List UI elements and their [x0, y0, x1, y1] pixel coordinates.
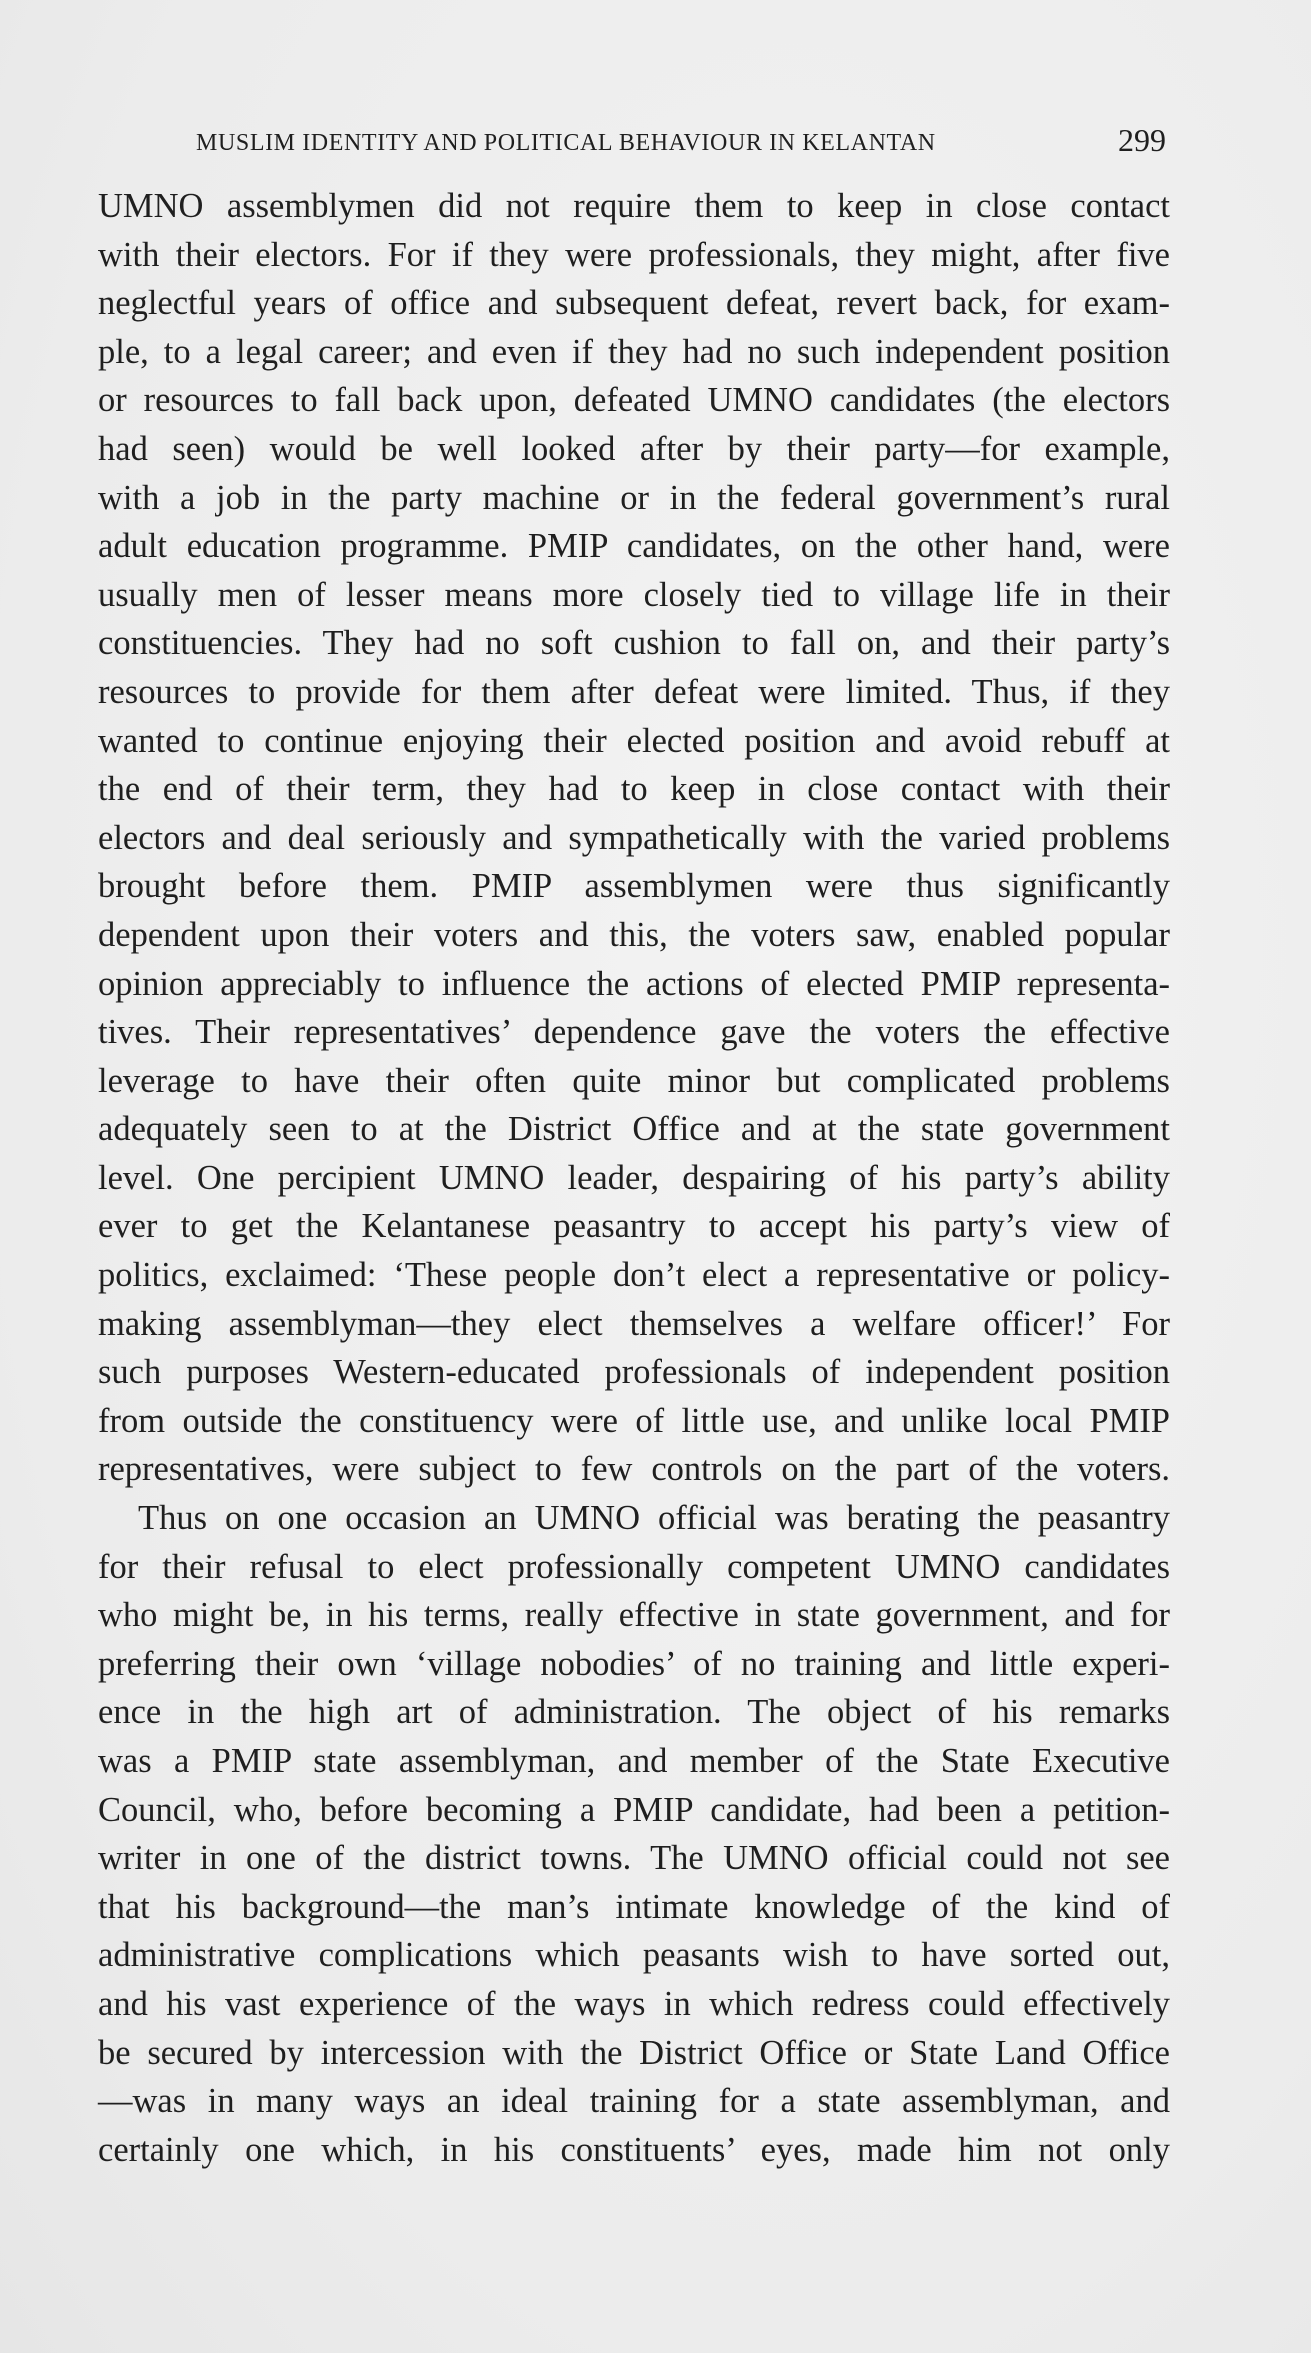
text-line: level. One percipient UMNO leader, despairing of his party’s ability — [98, 1158, 1170, 1197]
text-line: such purposes Western-educated professionals of independent position — [98, 1353, 1170, 1392]
text-line: electors and deal seriously and sympathetically with the varied problems — [98, 818, 1170, 857]
text-line: brought before them. PMIP assemblymen were thus significantly — [98, 867, 1170, 906]
text-line: adult education programme. PMIP candidates, on the other hand, were — [98, 527, 1170, 566]
text-line: UMNO assemblymen did not require them to keep in close contact — [98, 187, 1170, 225]
page-number: 299 — [1118, 122, 1166, 158]
text-line: the end of their term, they had to keep in close contact with their — [98, 770, 1170, 809]
text-line: politics, exclaimed: ‘These people don’t elect a representative or policy- — [98, 1256, 1170, 1295]
text-line: wanted to continue enjoying their elected position and avoid rebuff at — [98, 721, 1170, 760]
text-line: with their electors. For if they were professionals, they might, after five — [98, 235, 1170, 274]
text-line: from outside the constituency were of little use, and unlike local PMIP — [98, 1401, 1170, 1440]
text-line: —was in many ways an ideal training for a state assemblyman, and — [98, 2082, 1170, 2121]
text-line: that his background—the man’s intimate knowledge of the kind of — [98, 1887, 1170, 1926]
text-line: ever to get the Kelantanese peasantry to accept his party’s view of — [98, 1207, 1170, 1246]
running-title: MUSLIM IDENTITY AND POLITICAL BEHAVIOUR IN KELANTAN — [196, 130, 936, 156]
text-line: opinion appreciably to influence the actions of elected PMIP representa- — [98, 964, 1170, 1003]
paragraph — [98, 182, 1170, 1494]
text-line: had seen) would be well looked after by their party—for example, — [98, 429, 1170, 468]
text-line: Thus on one occasion an UMNO official was berating the peasantry — [138, 1499, 1170, 1538]
body-text — [98, 182, 1170, 2174]
text-line: representatives, were subject to few controls on the part of the voters. — [98, 1450, 1170, 1489]
text-line: for their refusal to elect professionally competent UMNO candidates — [98, 1547, 1170, 1586]
paragraph — [98, 1494, 1170, 2174]
text-line: leverage to have their often quite minor but complicated problems — [98, 1061, 1170, 1100]
text-line: adequately seen to at the District Office and at the state government — [98, 1110, 1170, 1149]
text-line: neglectful years of office and subsequent defeat, revert back, for exam- — [98, 284, 1170, 323]
text-line: ence in the high art of administration. The object of his remarks — [98, 1693, 1170, 1732]
text-line: be secured by intercession with the District Office or State Land Office — [98, 2033, 1170, 2072]
text-line: constituencies. They had no soft cushion to fall on, and their party’s — [98, 624, 1170, 663]
text-line: resources to provide for them after defeat were limited. Thus, if they — [98, 672, 1170, 711]
text-line: making assemblyman—they elect themselves a welfare officer!’ For — [98, 1304, 1170, 1343]
running-head — [0, 122, 1166, 166]
text-line: writer in one of the district towns. The UMNO official could not see — [98, 1839, 1170, 1878]
text-line: usually men of lesser means more closely tied to village life in their — [98, 575, 1170, 614]
text-line: tives. Their representatives’ dependence gave the voters the effective — [98, 1013, 1170, 1052]
text-line: Council, who, before becoming a PMIP candidate, had been a petition- — [98, 1790, 1170, 1829]
text-line: and his vast experience of the ways in which redress could effectively — [98, 1984, 1170, 2023]
text-line: certainly one which, in his constituents’ eyes, made him not only — [98, 2130, 1170, 2169]
text-line: ple, to a legal career; and even if they had no such independent position — [98, 332, 1170, 371]
text-line: or resources to fall back upon, defeated UMNO candidates (the electors — [98, 381, 1170, 420]
text-line: preferring their own ‘village nobodies’ of no training and little experi- — [98, 1644, 1170, 1683]
text-line: who might be, in his terms, really effective in state government, and for — [98, 1596, 1170, 1635]
text-line: administrative complications which peasants wish to have sorted out, — [98, 1936, 1170, 1975]
text-line: dependent upon their voters and this, the voters saw, enabled popular — [98, 915, 1170, 954]
text-line: with a job in the party machine or in the federal government’s rural — [98, 478, 1170, 517]
text-line: was a PMIP state assemblyman, and member of the State Executive — [98, 1742, 1170, 1780]
